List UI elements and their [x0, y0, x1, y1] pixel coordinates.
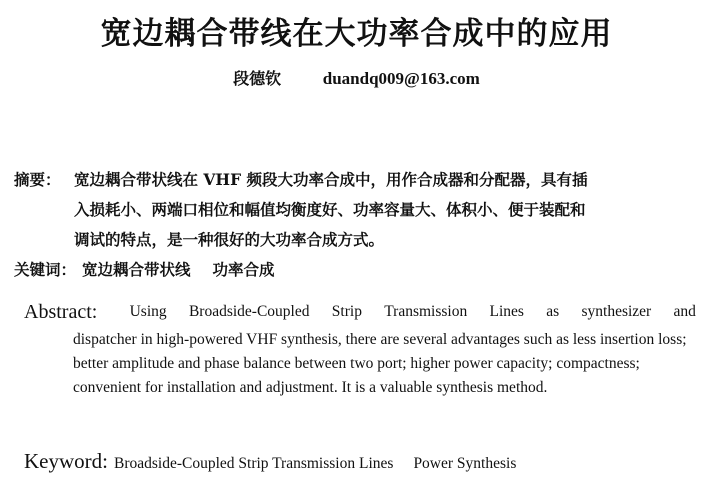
abstract-en-word: Transmission — [384, 303, 468, 320]
keyword-cn-2: 功率合成 — [212, 260, 275, 279]
abstract-en-word: Lines — [489, 303, 524, 320]
abstract-en-word: synthesizer — [581, 303, 652, 320]
keywords-en-label: Keyword: — [24, 449, 108, 473]
abstract-en-label: Abstract: — [24, 301, 98, 323]
paper-title: 宽边耦合带线在大功率合成中的应用 — [100, 16, 613, 52]
abstract-en — [24, 300, 696, 400]
keyword-en-2: Power Synthesis — [413, 455, 517, 472]
author-name: 段德钦 — [233, 69, 282, 88]
abstract-en-word: Broadside-Coupled — [188, 303, 310, 320]
author-email: duandq009@163.com — [322, 69, 480, 88]
abstract-cn-label: 摘要： — [14, 170, 61, 189]
abstract-en-word: and — [673, 303, 696, 320]
abstract-cn-line-2: 入损耗小、两端口相位和幅值均衡度好、功率容量大、体积小、便于装配和 — [74, 200, 586, 219]
abstract-cn-text-1: 宽边耦合带状线在 VHF 频段大功率合成中，用作合成器和分配器，具有插 — [74, 170, 588, 189]
abstract-en-word: Using — [129, 303, 167, 320]
abstract-en-word: as — [546, 303, 560, 320]
abstract-en-word: Strip — [331, 303, 362, 320]
keywords-cn-label: 关键词： — [14, 260, 77, 279]
abstract-cn-line-3: 调试的特点，是一种很好的大功率合成方式。 — [74, 230, 385, 249]
keywords-en — [24, 449, 516, 474]
abstract-cn-line-1 — [14, 165, 698, 195]
keywords-cn — [14, 258, 275, 280]
abstract-cn — [14, 165, 698, 255]
author-line — [0, 66, 713, 89]
keyword-en-1: Broadside-Coupled Strip Transmission Lines — [113, 455, 394, 472]
keyword-cn-1: 宽边耦合带状线 — [82, 260, 191, 279]
abstract-en-first-line — [24, 300, 696, 324]
abstract-en-body: dispatcher in high-powered VHF synthesis, there are several advantages such as less insertion loss; better amplitude and phase balance between two port; higher power capacity; compactness; convenient for installation and adjustment. It is a valuable synthesis method. — [73, 331, 687, 396]
